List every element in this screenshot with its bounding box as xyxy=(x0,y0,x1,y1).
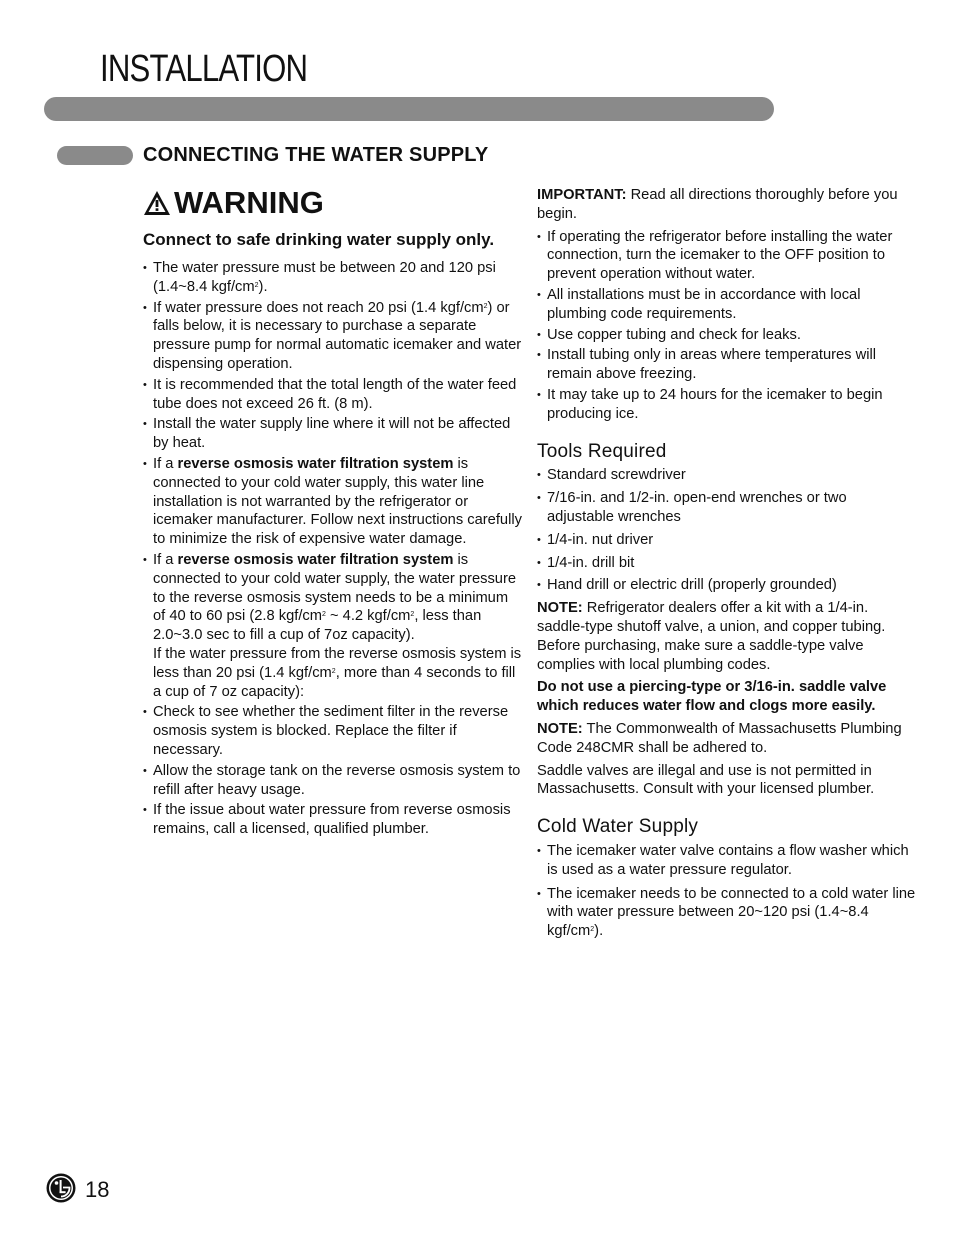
list-item: • Check to see whether the sediment filter in the reverse osmosis system is blocked. Replace the filter if necessary. xyxy=(143,703,523,759)
list-item: • Hand drill or electric drill (properly grounded) xyxy=(537,576,917,595)
saddle-valve-legal-text: Saddle valves are illegal and use is not permitted in Massachusetts. Consult with your licensed plumber. xyxy=(537,762,875,798)
tools-required-heading: Tools Required xyxy=(537,440,667,462)
list-item: • It is recommended that the total length of the water feed tube does not exceed 26 ft. (8 m). xyxy=(143,376,523,414)
massachusetts-note: NOTE: The Commonwealth of Massachusetts Plumbing Code 248CMR shall be adhered to. xyxy=(537,720,902,756)
warning-heading xyxy=(143,185,324,221)
warning-list xyxy=(143,259,523,839)
list-item: • 1/4-in. drill bit xyxy=(537,554,917,573)
saddle-valve-warning: Do not use a piercing-type or 3/16-in. saddle valve which reduces water flow and clogs more easily. xyxy=(537,679,887,715)
list-item: • 1/4-in. nut driver xyxy=(537,531,917,550)
list-item: • Install the water supply line where it will not be affected by heat. xyxy=(143,415,523,453)
list-item: • If the issue about water pressure from reverse osmosis remains, call a licensed, qualified plumber. xyxy=(143,801,523,839)
list-item: • If operating the refrigerator before installing the water connection, turn the icemaker to the OFF position to prevent operation without water. xyxy=(537,228,917,284)
important-note: IMPORTANT: Read all directions thoroughly before you begin. xyxy=(537,187,898,222)
cold-water-list xyxy=(537,842,917,941)
list-item: • Install tubing only in areas where temperatures will remain above freezing. xyxy=(537,346,917,384)
list-item: • The icemaker water valve contains a flow washer which is used as a water pressure regulator. xyxy=(537,842,917,880)
cold-water-supply-heading: Cold Water Supply xyxy=(537,816,699,838)
list-item: • Allow the storage tank on the reverse osmosis system to refill after heavy usage. xyxy=(143,762,523,800)
dealer-kit-note: NOTE: Refrigerator dealers offer a kit with a 1/4-in. saddle-type shutoff valve, a union, and copper tubing. Before purchasing, make sure a saddle-type valve complies with local plumbing codes. xyxy=(537,600,886,673)
right-column xyxy=(537,186,917,943)
warning-triangle-icon xyxy=(143,190,171,216)
list-item: • The icemaker needs to be connected to a cold water line with water pressure between 20~120 psi (1.4~8.4 kgf/$cm^2$). xyxy=(537,885,917,941)
list-item: • If a reverse osmosis water filtration system is connected to your cold water supply, this water line installation is not warranted by the refrigerator or icemaker manufacturer. Follow next instructions carefully to minimize the risk of expensive water damage. xyxy=(143,455,523,549)
list-item: • 7/16-in. and 1/2-in. open-end wrenches or two adjustable wrenches xyxy=(537,489,917,527)
section-marker xyxy=(57,146,133,165)
list-item: • If a reverse osmosis water filtration system is connected to your cold water supply, the water pressure to the reverse osmosis system needs to be a minimum of 40 to 60 psi (2.8 kgf/$cm^2$ ~ 4.2 kgf/$cm^2$, less than 2.0~3.0 sec to fill a cup of 7oz capacity). If the water pressure from the reverse osmosis system is less than 20 psi (1.4 kgf/$cm^2$, more than 4 seconds to fill a cup of 7 oz capacity): xyxy=(143,551,523,701)
title-divider-bar xyxy=(44,97,774,121)
list-item: • The water pressure must be between 20 and 120 psi (1.4~8.4 kgf/$cm^2$). xyxy=(143,259,523,297)
page-number: 18 xyxy=(85,1177,110,1202)
safe-water-subheading: Connect to safe drinking water supply only. xyxy=(143,230,495,249)
warning-label: WARNING xyxy=(174,185,324,220)
list-item: • Use copper tubing and check for leaks. xyxy=(537,326,917,345)
section-title: CONNECTING THE WATER SUPPLY xyxy=(143,144,489,166)
list-item: • All installations must be in accordance with local plumbing code requirements. xyxy=(537,286,917,324)
list-item: • It may take up to 24 hours for the icemaker to begin producing ice. xyxy=(537,386,917,424)
list-item: • If water pressure does not reach 20 psi (1.4 kgf/$cm^2$) or falls below, it is necessary to purchase a separate pressure pump for normal automatic icemaker and water dispensing operation. xyxy=(143,299,523,374)
tools-list xyxy=(537,466,917,595)
list-item: • Standard screwdriver xyxy=(537,466,917,485)
page-title: INSTALLATION xyxy=(100,48,308,90)
left-column xyxy=(143,228,523,841)
lg-logo-icon xyxy=(46,1173,76,1203)
important-list xyxy=(537,228,917,424)
